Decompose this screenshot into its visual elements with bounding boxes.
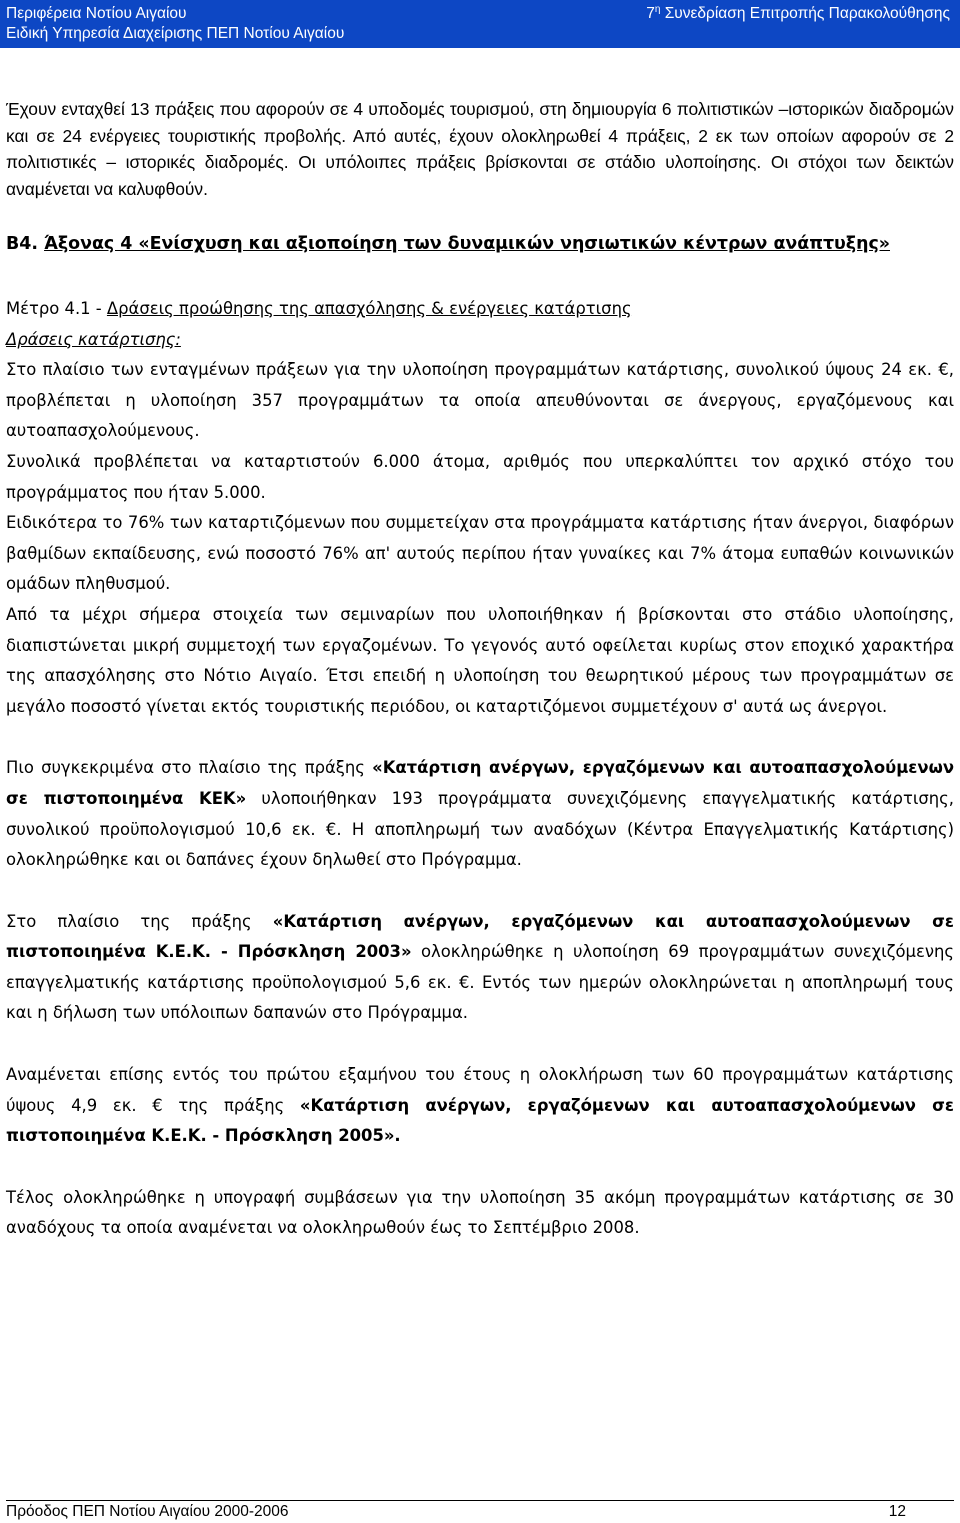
call2003-intro: Στο πλαίσιο της πράξης xyxy=(6,911,273,931)
paragraph-2005 xyxy=(6,1060,954,1152)
call2005-intro: Αναμένεται επίσης εντός του πρώτου εξαμήνου του έτους η ολοκλήρωση των 60 προγραμμάτων κατάρτισης ύψους 4,9 εκ. € της πράξης xyxy=(6,1065,954,1115)
page-number: 12 xyxy=(888,1503,906,1520)
header-meeting-title: Συνεδρίαση Επιτροπής Παρακολούθησης xyxy=(660,5,950,22)
paragraph-seminars: Από τα μέχρι σήμερα στοιχεία των σεμιναρίων που υλοποιήθηκαν ή βρίσκονται στο στάδιο υλοποίησης, διαπιστώνεται μικρή συμμετοχή των εργαζομένων. Το γεγονός αυτό οφείλεται κυρίως στον εποχικό χαρακτήρα της απασχόλησης στο Νότιο Αιγαίο. Έτσι επειδή η υλοποίηση του θεωρητικού μέρους των προγραμμάτων σε μεγάλο ποσοστό γίνεται εκτός τουριστικής περιόδου, οι καταρτιζόμενοι συμμετέχουν σ' αυτά ως άνεργοι. xyxy=(6,604,954,716)
paragraph-kek xyxy=(6,753,954,875)
header-meeting xyxy=(646,4,950,23)
measure-prefix: Μέτρο 4.1 - xyxy=(6,299,107,318)
document-body xyxy=(6,96,954,1244)
measure-heading xyxy=(6,294,954,325)
paragraph-total: Συνολικά προβλέπεται να καταρτιστούν 6.000 άτομα, αριθμός που υπερκαλύπτει τον αρχικό στόχο του προγράμματος που ήταν 5.000. xyxy=(6,451,954,502)
subheading-training: Δράσεις κατάρτισης: xyxy=(6,329,181,349)
call2003-details: ολοκληρώθηκε η υλοποίηση 69 προγραμμάτων συνεχιζόμενης επαγγελματικής κατάρτισης προϋπολογισμού 5,6 εκ. €. Εντός των ημερών ολοκληρώνεται η αποπληρωμή τους και η δήλωση των υπόλοιπων δαπανών στο Πρόγραμμα. xyxy=(6,942,955,1023)
call2003-action-title: «Κατάρτιση ανέργων, εργαζόμενων και αυτοαπασχολούμενων σε πιστοποιημένα Κ.Ε.Κ. - Πρόσκληση 2003» xyxy=(6,911,954,962)
paragraph-final: Τέλος ολοκληρώθηκε η υπογραφή συμβάσεων για την υλοποίηση 35 ακόμη προγραμμάτων κατάρτισης σε 30 αναδόχους τα οποία αναμένεται να ολοκληρωθούν έως το Σεπτέμβριο 2008. xyxy=(6,1187,954,1238)
page-footer xyxy=(0,1488,960,1523)
kek-details: υλοποιήθηκαν 193 προγράμματα συνεχιζόμενης επαγγελματικής κατάρτισης, συνολικού προϋπολογισμού 10,6 εκ. €. Η αποπληρωμή των αναδόχων (Κέντρα Επαγγελματικής Κατάρτισης) ολοκληρώθηκε και οι δαπάνες έχουν δηλωθεί στο Πρόγραμμα. xyxy=(6,788,954,870)
axis-code: Β4. xyxy=(6,234,38,254)
axis-title: Άξονας 4 «Ενίσχυση και αξιοποίηση των δυναμικών νησιωτικών κέντρων ανάπτυξης» xyxy=(44,234,890,254)
intro-paragraph: Έχουν ενταχθεί 13 πράξεις που αφορούν σε 4 υποδομές τουρισμού, στη δημιουργία 6 πολιτιστικών –ιστορικών διαδρομών και σε 24 ενέργειες τουριστικής προβολής. Από αυτές, έχουν ολοκληρωθεί 4 πράξεις, 2 εκ των οποίων αφορούν σε 2 πολιτιστικές – ιστορικές διαδρομές. Οι υπόλοιπες πράξεις βρίσκονται σε στάδιο υλοποίησης. Οι στόχοι των δεικτών αναμένεται να καλυφθούν. xyxy=(6,99,954,199)
header-authority: Ειδική Υπηρεσία Διαχείρισης ΠΕΠ Νοτίου Αιγαίου xyxy=(6,25,345,42)
kek-action-title: «Κατάρτιση ανέργων, εργαζόμενων και αυτοαπασχολούμενων σε πιστοποιημένα ΚΕΚ» xyxy=(6,758,954,808)
call2005-action-title: «Κατάρτιση ανέργων, εργαζόμενων και αυτοαπασχολούμενων σε πιστοποιημένα Κ.Ε.Κ. - Πρόσκληση 2005». xyxy=(6,1095,954,1146)
header-region: Περιφέρεια Νοτίου Αιγαίου xyxy=(6,5,187,22)
footer-title: Πρόοδος ΠΕΠ Νοτίου Αιγαίου 2000-2006 xyxy=(6,1503,289,1520)
paragraph-2003 xyxy=(6,907,954,1029)
measure-title: Δράσεις προώθησης της απασχόλησης & ενέργειες κατάρτισης xyxy=(106,299,632,318)
axis-heading xyxy=(6,229,954,259)
paragraph-specific: Ειδικότερα το 76% των καταρτιζόμενων που συμμετείχαν στα προγράμματα κατάρτισης ήταν άνεργοι, διαφόρων βαθμίδων εκπαίδευσης, ενώ ποσοστό 76% απ' αυτούς περίπου ήταν γυναίκες και 7% άτομα ευπαθών κοινωνικών ομάδων πληθυσμού. xyxy=(6,513,954,594)
paragraph-training: Στο πλαίσιο των ενταγμένων πράξεων για την υλοποίηση προγραμμάτων κατάρτισης, συνολικού ύψους 24 εκ. €, προβλέπεται η υλοποίηση 357 προγραμμάτων τα οποία απευθύνονται σε άνεργους, εργαζόμενους και αυτοαπασχολούμενους. xyxy=(6,360,954,441)
header-meeting-ordinal: η xyxy=(654,4,661,15)
page-header xyxy=(0,0,960,48)
footer-divider xyxy=(6,1500,954,1501)
kek-intro: Πιο συγκεκριμένα στο πλαίσιο της πράξης xyxy=(6,758,373,778)
header-meeting-number: 7 xyxy=(646,5,655,22)
